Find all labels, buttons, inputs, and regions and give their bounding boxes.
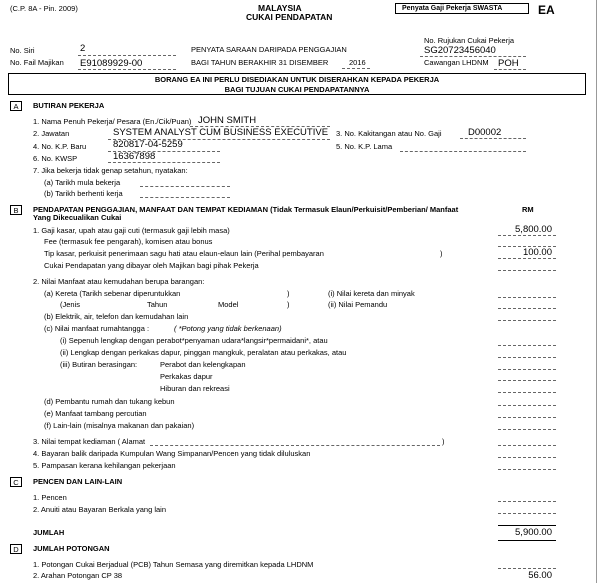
items-label: (iii) Butiran berasingan: xyxy=(60,360,138,369)
items-entertainment: Hiburan dan rekreasi xyxy=(160,384,230,393)
serial-label: No. Siri xyxy=(10,46,35,55)
start-date-label: (a) Tarikh mula bekerja xyxy=(44,178,121,187)
housing-close: ) xyxy=(442,437,445,446)
staff-no-label: 3. No. Kakitangan atau No. Gaji xyxy=(336,129,442,138)
tips-value: 100.00 xyxy=(522,247,552,258)
end-date-line xyxy=(140,197,230,198)
car-model: Model xyxy=(218,300,239,309)
gardener-label: (d) Pembantu rumah dan tukang kebun xyxy=(44,397,175,406)
total-bottom-line xyxy=(498,540,556,541)
section-a-marker: A xyxy=(10,101,22,111)
tax-title: CUKAI PENDAPATAN xyxy=(246,12,333,22)
pcb-label: 1. Potongan Cukai Berjadual (PCB) Tahun Semasa yang diremitkan kepada LHDNM xyxy=(33,560,314,569)
furnished-line xyxy=(498,345,556,346)
partial-year-label: 7. Jika bekerja tidak genap setahun, nyatakan: xyxy=(33,166,188,175)
benefits-label: 2. Nilai Manfaat atau kemudahan berupa barangan: xyxy=(33,277,205,286)
refund-line xyxy=(498,457,556,458)
car-fuel-label: (i) Nilai kereta dan minyak xyxy=(328,289,415,298)
year-value: 2016 xyxy=(349,58,366,67)
section-c-marker: C xyxy=(10,477,22,487)
items-entertainment-line xyxy=(498,392,556,393)
branch-line xyxy=(494,69,526,70)
year-line xyxy=(342,68,370,69)
job-label: 2. Jawatan xyxy=(33,129,70,138)
section-d-title: JUMLAH POTONGAN xyxy=(33,544,110,553)
notice-line-2: BAGI TUJUAN CUKAI PENDAPATANNYA xyxy=(224,85,370,94)
tips-label: Tip kasar, perkuisit penerimaan sagu hati atau elaun-elaun lain (Perihal pembayaran xyxy=(44,249,324,258)
job-value: SYSTEM ANALYST CUM BUSINESS EXECUTIVE xyxy=(113,127,329,138)
employer-paid-tax-label: Cukai Pendapatan yang dibayar oleh Majikan bagi pihak Pekerja xyxy=(44,261,259,270)
driver-label: (ii) Nilai Pemandu xyxy=(328,300,388,309)
tax-ref-label: No. Rujukan Cukai Pekerja xyxy=(424,36,515,45)
employer-paid-tax-line xyxy=(498,270,556,271)
travel-line xyxy=(498,417,556,418)
furnished-label: (i) Sepenuh lengkap dengan perabot*penyaman udara*langsir*permaidani*, atau xyxy=(60,336,328,345)
total-label: JUMLAH xyxy=(33,528,65,537)
salary-label: 1. Gaji kasar, upah atau gaji cuti (termasuk gaji lebih masa) xyxy=(33,226,230,235)
car-year: Tahun xyxy=(147,300,168,309)
refund-label: 4. Bayaran balik daripada Kumpulan Wang Simpanan/Pencen yang tidak diluluskan xyxy=(33,449,311,458)
fee-label: Fee (termasuk fee pengarah), komisen atau bonus xyxy=(44,237,213,246)
tax-ref-value: SG20723456040 xyxy=(424,45,496,56)
notice-line-1: BORANG EA INI PERLU DISEDIAKAN UNTUK DISERAHKAN KEPADA PEKERJA xyxy=(154,75,440,84)
housing-line xyxy=(498,445,556,446)
total-value: 5,900.00 xyxy=(515,527,552,538)
car-label: (a) Kereta (Tarikh sebenar diperuntukkan xyxy=(44,289,181,298)
notice-box xyxy=(8,73,586,95)
driver-line xyxy=(498,308,556,309)
kwsp-label: 6. No. KWSP xyxy=(33,154,78,163)
total-top-line xyxy=(498,525,556,526)
ic-new-value: 820817-04-5259 xyxy=(113,139,183,150)
kitchen-line xyxy=(498,357,556,358)
compensation-label: 5. Pampasan kerana kehilangan pekerjaan xyxy=(33,461,176,470)
tips-line xyxy=(498,258,556,259)
salary-line xyxy=(498,235,556,236)
cp38-label: 2. Arahan Potongan CP 38 xyxy=(33,571,123,580)
kwsp-value: 16367898 xyxy=(113,151,156,162)
pension-label: 1. Pencen xyxy=(33,493,67,502)
items-furniture: Perabot dan kelengkapan xyxy=(160,360,246,369)
serial-value: 2 xyxy=(80,43,86,54)
car-fuel-line xyxy=(498,297,556,298)
pension-line xyxy=(498,501,556,502)
branch-label: Cawangan LHDNM xyxy=(424,58,489,67)
section-c-title: PENCEN DAN LAIN-LAIN xyxy=(33,477,123,486)
pcb-line xyxy=(498,568,556,569)
section-a-title: BUTIRAN PEKERJA xyxy=(33,101,105,110)
car-close: ) xyxy=(287,289,290,298)
annuity-label: 2. Anuiti atau Bayaran Berkala yang lain xyxy=(33,505,167,514)
compensation-line xyxy=(498,469,556,470)
tips-close: ) xyxy=(440,249,443,258)
statement-title: PENYATA SARAAN DARIPADA PENGGAJIAN xyxy=(191,45,347,54)
ic-new-label: 4. No. K.P. Baru xyxy=(33,142,87,151)
country-title: MALAYSIA xyxy=(258,3,302,13)
cp38-value: 56.00 xyxy=(528,570,552,581)
name-label: 1. Nama Penuh Pekerja/ Pesara (En./Cik/Puan) xyxy=(33,117,192,126)
staff-no-value: D00002 xyxy=(468,127,502,138)
items-furniture-line xyxy=(498,369,556,370)
others-line xyxy=(498,429,556,430)
utilities-line xyxy=(498,320,556,321)
form-code: EA xyxy=(538,3,555,17)
employee-statement-label: Penyata Gaji Pekerja SWASTA xyxy=(402,5,503,12)
gardener-line xyxy=(498,405,556,406)
items-kitchenware: Perkakas dapur xyxy=(160,372,213,381)
employer-file-label: No. Fail Majikan xyxy=(10,58,64,67)
ic-old-line xyxy=(400,151,526,152)
end-date-label: (b) Tarikh berhenti kerja xyxy=(44,189,123,198)
travel-label: (e) Manfaat tambang percutian xyxy=(44,409,147,418)
others-label: (f) Lain-lain (misalnya makanan dan pakaian) xyxy=(44,421,195,430)
housing-label: 3. Nilai tempat kediaman ( Alamat xyxy=(33,437,146,446)
annuity-line xyxy=(498,513,556,514)
section-b-title: PENDAPATAN PENGGAJIAN, MANFAAT DAN TEMPAT KEDIAMAN (Tidak Termasuk Elaun/Perkuisit/Pemberian/ Manfaat xyxy=(33,205,459,214)
year-label: BAGI TAHUN BERAKHIR 31 DISEMBER xyxy=(191,58,329,67)
tax-ref-line xyxy=(420,56,526,57)
utilities-label: (b) Elektrik, air, telefon dan kemudahan lain xyxy=(44,312,189,321)
branch-value: POH xyxy=(498,58,519,69)
form-reference: (C.P. 8A - Pin. 2009) xyxy=(10,4,78,13)
car-type: (Jenis xyxy=(60,300,81,309)
start-date-line xyxy=(140,186,230,187)
kitchen-label: (ii) Lengkap dengan perkakas dapur, pinggan mangkuk, peralatan atau perkakas, atau xyxy=(60,348,347,357)
salary-value: 5,800.00 xyxy=(515,224,552,235)
serial-line xyxy=(78,55,176,56)
section-b-title-2: Yang Dikecualikan Cukai xyxy=(33,213,122,222)
car-sub-close: ) xyxy=(287,300,290,309)
name-value: JOHN SMITH xyxy=(198,115,257,126)
employee-statement-box xyxy=(395,3,529,14)
employer-file-value: E91089929-00 xyxy=(80,58,143,69)
items-kitchenware-line xyxy=(498,380,556,381)
section-d-marker: D xyxy=(10,544,22,554)
currency-label: RM xyxy=(522,205,534,214)
housing-address-line xyxy=(150,445,440,446)
household-label: (c) Nilai manfaat rumahtangga : xyxy=(44,324,150,333)
staff-no-line xyxy=(460,138,526,139)
kwsp-line xyxy=(108,162,220,163)
section-b-marker: B xyxy=(10,205,22,215)
ic-old-label: 5. No. K.P. Lama xyxy=(336,142,393,151)
employer-file-line xyxy=(78,69,176,70)
household-note: ( *Potong yang tidak berkenaan) xyxy=(174,324,282,333)
